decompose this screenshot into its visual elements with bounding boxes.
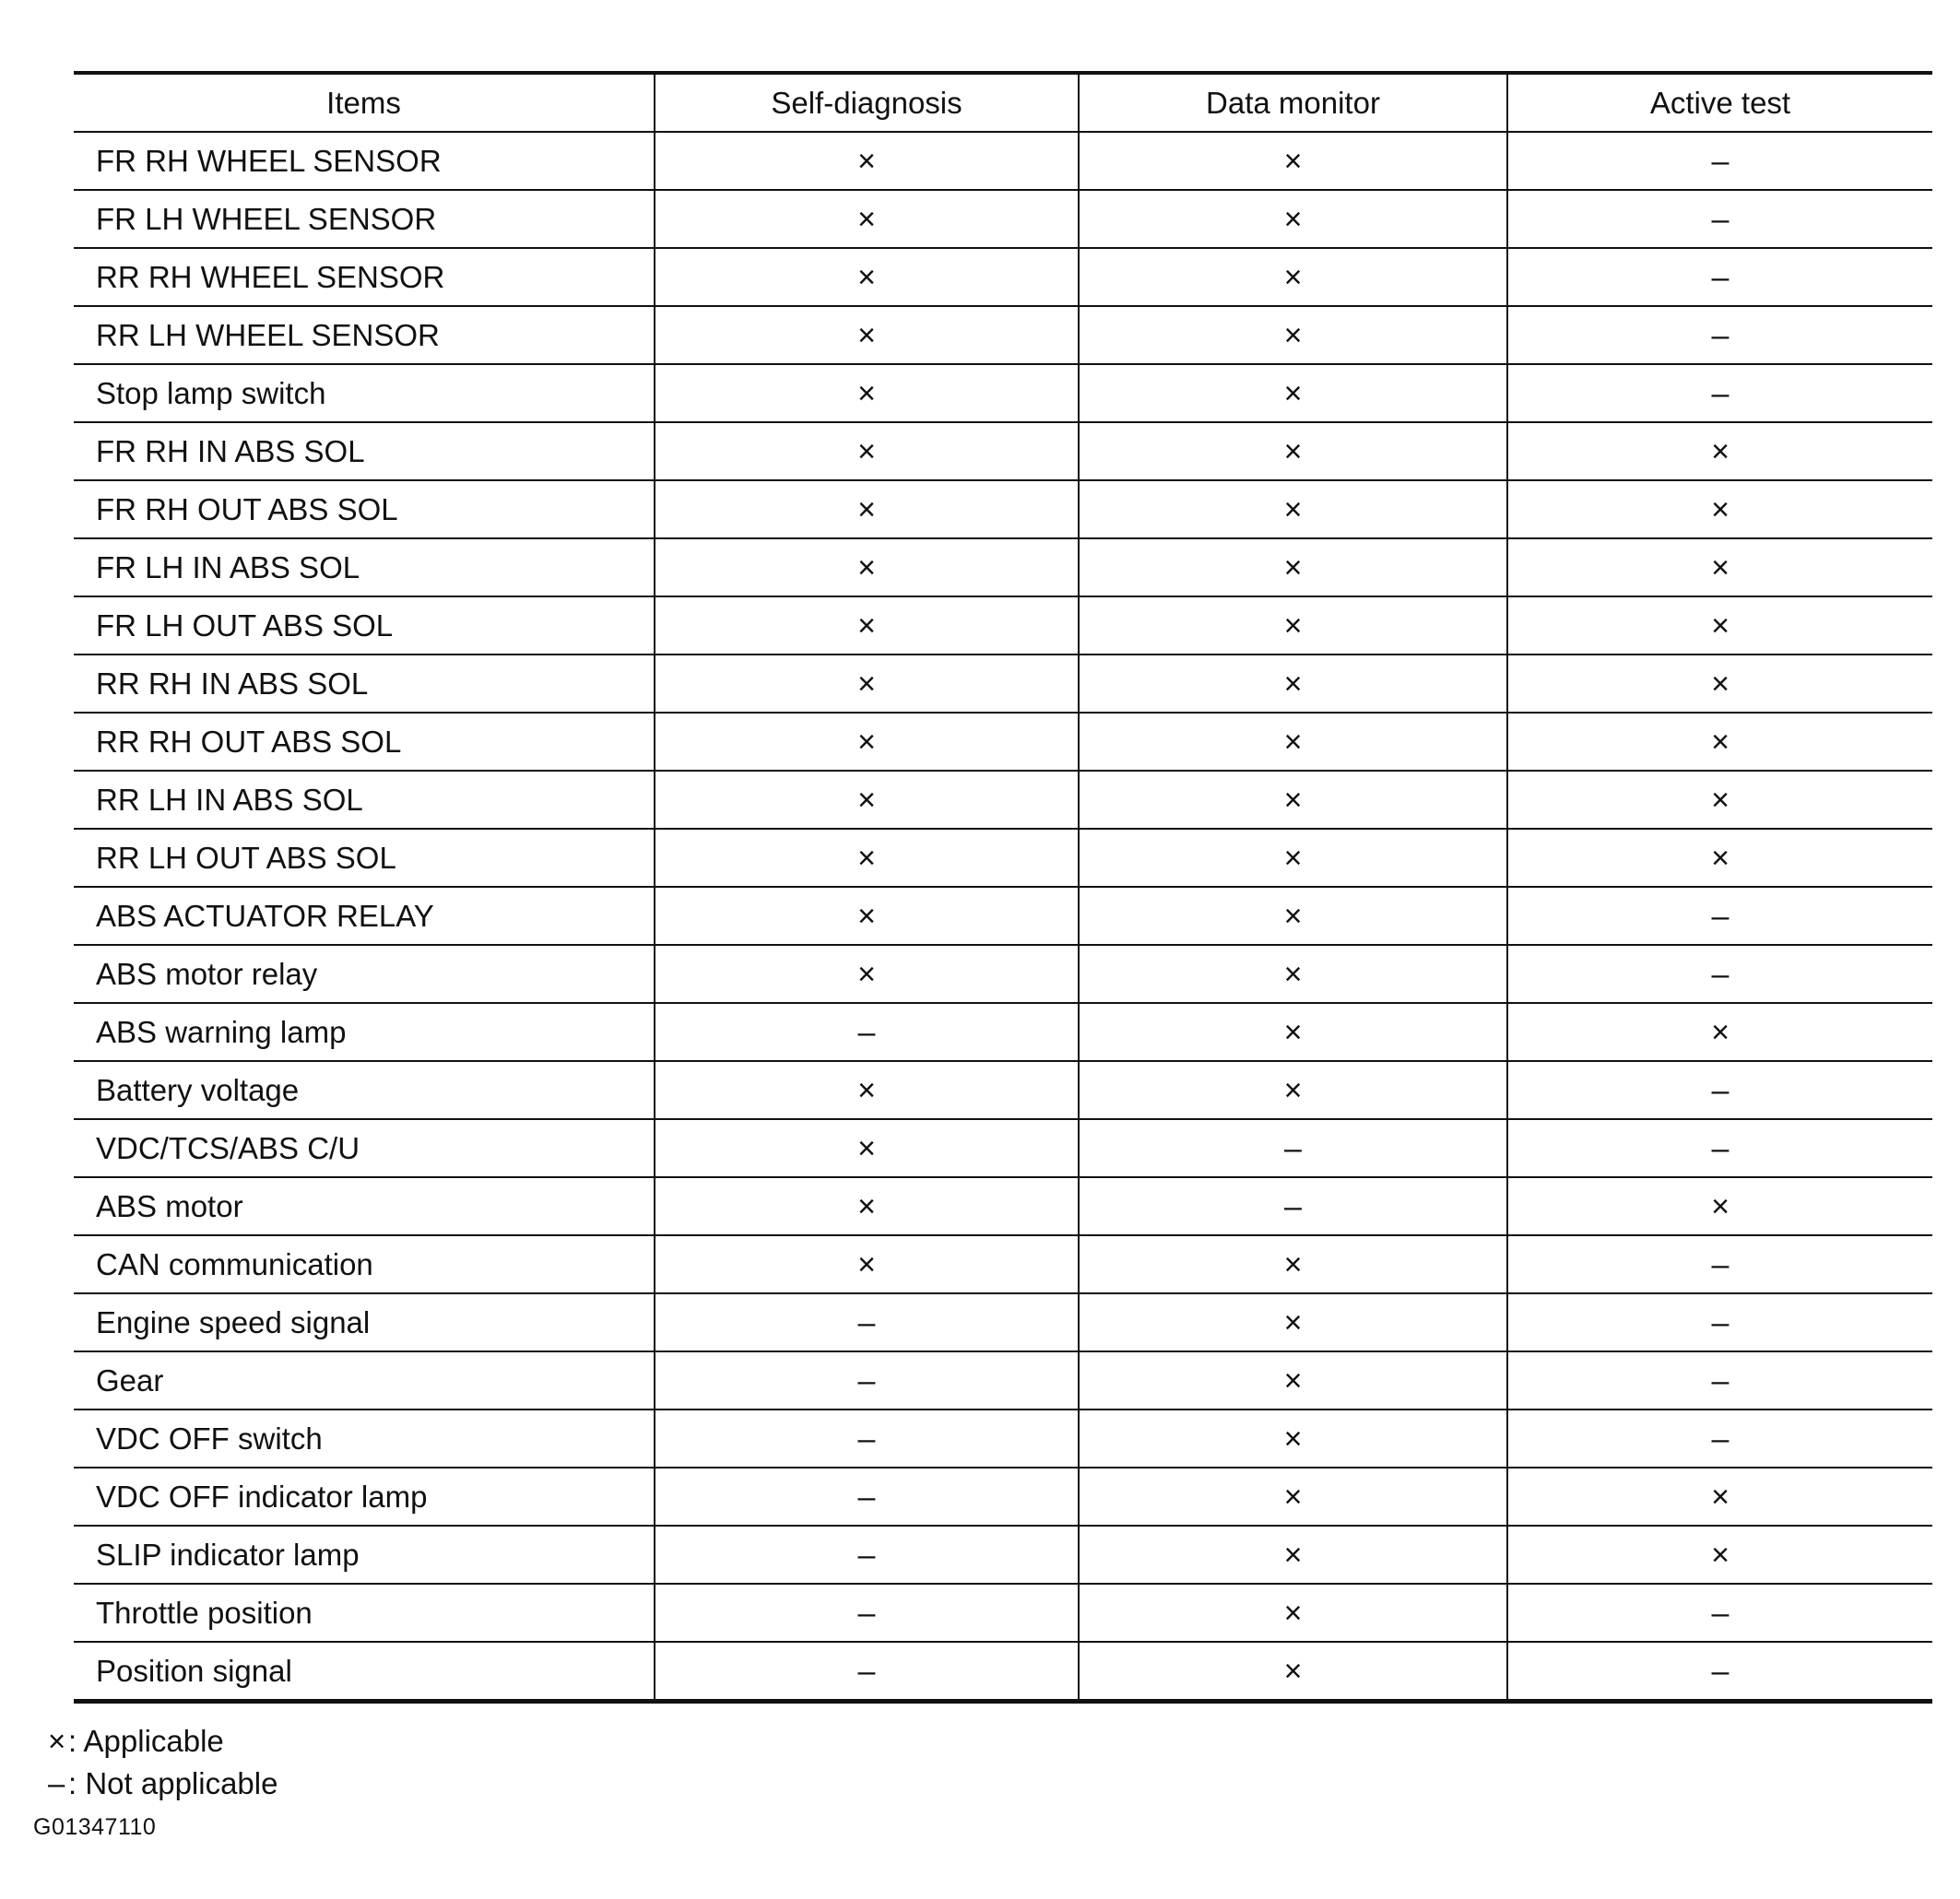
self-diagnosis-cell: ×: [655, 132, 1079, 190]
table-row: [74, 1526, 1932, 1584]
item-cell: RR RH WHEEL SENSOR: [74, 248, 655, 306]
table-row: [74, 1061, 1932, 1119]
table-row: [74, 364, 1932, 422]
item-cell: Stop lamp switch: [74, 364, 655, 422]
table-row: [74, 306, 1932, 364]
table-row: [74, 1003, 1932, 1061]
active-test-cell: –: [1507, 190, 1932, 248]
data-monitor-cell: ×: [1079, 1584, 1507, 1642]
self-diagnosis-cell: ×: [655, 422, 1079, 480]
figure-code: G01347110: [33, 1814, 157, 1840]
active-test-cell: –: [1507, 1235, 1932, 1293]
self-diagnosis-cell: ×: [655, 655, 1079, 713]
data-monitor-cell: ×: [1079, 480, 1507, 538]
item-cell: Gear: [74, 1351, 655, 1410]
active-test-cell: ×: [1507, 422, 1932, 480]
active-test-cell: –: [1507, 306, 1932, 364]
self-diagnosis-cell: –: [655, 1351, 1079, 1410]
self-diagnosis-cell: ×: [655, 887, 1079, 945]
data-monitor-cell: ×: [1079, 248, 1507, 306]
item-cell: RR RH OUT ABS SOL: [74, 713, 655, 771]
active-test-cell: ×: [1507, 829, 1932, 887]
active-test-cell: –: [1507, 1584, 1932, 1642]
table-row: [74, 1293, 1932, 1351]
active-test-cell: ×: [1507, 655, 1932, 713]
item-cell: FR RH IN ABS SOL: [74, 422, 655, 480]
data-monitor-cell: ×: [1079, 596, 1507, 655]
item-cell: VDC OFF switch: [74, 1410, 655, 1468]
table-row: [74, 1177, 1932, 1235]
self-diagnosis-cell: ×: [655, 248, 1079, 306]
data-monitor-cell: ×: [1079, 1526, 1507, 1584]
data-monitor-cell: ×: [1079, 887, 1507, 945]
table-row: [74, 1642, 1932, 1702]
self-diagnosis-cell: ×: [655, 190, 1079, 248]
legend-text-not-applicable: : Not applicable: [68, 1766, 278, 1800]
item-cell: RR LH OUT ABS SOL: [74, 829, 655, 887]
data-monitor-cell: ×: [1079, 713, 1507, 771]
data-monitor-cell: ×: [1079, 190, 1507, 248]
active-test-cell: –: [1507, 364, 1932, 422]
table-row: [74, 480, 1932, 538]
table-row: [74, 713, 1932, 771]
self-diagnosis-cell: ×: [655, 596, 1079, 655]
data-monitor-cell: ×: [1079, 945, 1507, 1003]
legend-not-applicable: [48, 1763, 277, 1805]
header-items: Items: [74, 73, 655, 132]
table-row: [74, 132, 1932, 190]
table-row: [74, 1235, 1932, 1293]
legend-symbol-applicable: ×: [48, 1724, 66, 1758]
data-monitor-cell: ×: [1079, 1003, 1507, 1061]
data-monitor-cell: ×: [1079, 1235, 1507, 1293]
active-test-cell: –: [1507, 887, 1932, 945]
data-monitor-cell: –: [1079, 1177, 1507, 1235]
self-diagnosis-cell: –: [655, 1468, 1079, 1526]
self-diagnosis-cell: ×: [655, 713, 1079, 771]
active-test-cell: ×: [1507, 1003, 1932, 1061]
item-cell: Position signal: [96, 1654, 292, 1688]
active-test-cell: –: [1507, 945, 1932, 1003]
table-row: [74, 190, 1932, 248]
item-cell: ABS ACTUATOR RELAY: [74, 887, 655, 945]
active-test-cell: –: [1507, 1293, 1932, 1351]
active-test-cell: –: [1507, 1410, 1932, 1468]
table-row: [74, 1119, 1932, 1177]
header-active-test: Active test: [1507, 73, 1932, 132]
active-test-cell: ×: [1507, 771, 1932, 829]
item-cell: CAN communication: [74, 1235, 655, 1293]
item-cell: FR LH WHEEL SENSOR: [74, 190, 655, 248]
item-cell: RR LH IN ABS SOL: [74, 771, 655, 829]
data-monitor-cell: –: [1079, 1119, 1507, 1177]
data-monitor-cell: ×: [1079, 655, 1507, 713]
self-diagnosis-cell: ×: [655, 306, 1079, 364]
data-monitor-cell: ×: [1079, 538, 1507, 596]
active-test-cell: ×: [1507, 1177, 1932, 1235]
data-monitor-cell: ×: [1079, 1468, 1507, 1526]
self-diagnosis-cell: –: [655, 1584, 1079, 1642]
data-monitor-cell: ×: [1079, 1410, 1507, 1468]
table-row: [74, 248, 1932, 306]
item-cell: ABS motor relay: [74, 945, 655, 1003]
self-diagnosis-cell: ×: [655, 945, 1079, 1003]
item-cell: RR RH IN ABS SOL: [74, 655, 655, 713]
active-test-cell: ×: [1507, 480, 1932, 538]
table-row: [74, 1468, 1932, 1526]
item-cell: FR RH OUT ABS SOL: [74, 480, 655, 538]
table-row: [74, 1351, 1932, 1410]
self-diagnosis-cell: –: [655, 1003, 1079, 1061]
legend-text-applicable: : Applicable: [68, 1724, 224, 1758]
table-body: [74, 132, 1932, 1702]
item-cell: SLIP indicator lamp: [74, 1526, 655, 1584]
table-row: [74, 596, 1932, 655]
item-cell: FR LH IN ABS SOL: [74, 538, 655, 596]
diagnosis-function-table: [74, 71, 1932, 1704]
active-test-cell: –: [1507, 1351, 1932, 1410]
self-diagnosis-cell: ×: [655, 1119, 1079, 1177]
self-diagnosis-cell: ×: [655, 480, 1079, 538]
self-diagnosis-cell: ×: [655, 829, 1079, 887]
active-test-cell: ×: [1507, 1468, 1932, 1526]
data-monitor-cell: ×: [1079, 829, 1507, 887]
item-cell: VDC/TCS/ABS C/U: [74, 1119, 655, 1177]
data-monitor-cell: ×: [1079, 306, 1507, 364]
table-row: [74, 655, 1932, 713]
table-header-row: [74, 73, 1932, 132]
data-monitor-cell: ×: [1079, 422, 1507, 480]
legend-applicable: [48, 1720, 277, 1763]
active-test-cell: –: [1507, 132, 1932, 190]
self-diagnosis-cell: ×: [655, 1177, 1079, 1235]
self-diagnosis-cell: ×: [655, 538, 1079, 596]
self-diagnosis-cell: ×: [655, 1235, 1079, 1293]
data-monitor-cell: ×: [1079, 771, 1507, 829]
header-data-monitor: Data monitor: [1079, 73, 1507, 132]
data-monitor-cell: ×: [1079, 132, 1507, 190]
item-cell: RR LH WHEEL SENSOR: [74, 306, 655, 364]
table-row: [74, 1584, 1932, 1642]
active-test-cell: ×: [1507, 713, 1932, 771]
active-test-cell: –: [1507, 248, 1932, 306]
self-diagnosis-cell: –: [655, 1293, 1079, 1351]
item-cell: FR RH WHEEL SENSOR: [74, 132, 655, 190]
item-cell: Battery voltage: [74, 1061, 655, 1119]
self-diagnosis-cell: ×: [655, 364, 1079, 422]
table-row: [74, 771, 1932, 829]
active-test-cell: ×: [1507, 596, 1932, 655]
item-cell: VDC OFF indicator lamp: [74, 1468, 655, 1526]
table-row: [74, 1410, 1932, 1468]
self-diagnosis-cell: –: [655, 1410, 1079, 1468]
table-row: [74, 887, 1932, 945]
active-test-cell: –: [1507, 1119, 1932, 1177]
data-monitor-cell: ×: [1079, 1293, 1507, 1351]
data-monitor-cell: ×: [1079, 364, 1507, 422]
item-cell: FR LH OUT ABS SOL: [74, 596, 655, 655]
active-test-cell: –: [1507, 1061, 1932, 1119]
data-monitor-cell: ×: [1079, 1061, 1507, 1119]
item-cell: ABS warning lamp: [74, 1003, 655, 1061]
active-test-cell: –: [1507, 1642, 1932, 1702]
item-cell: ABS motor: [74, 1177, 655, 1235]
table-row: [74, 422, 1932, 480]
diagnosis-table-container: [74, 71, 1932, 1704]
header-self-diagnosis: Self-diagnosis: [655, 73, 1079, 132]
data-monitor-cell: ×: [1079, 1351, 1507, 1410]
table-row: [74, 945, 1932, 1003]
active-test-cell: ×: [1507, 1526, 1932, 1584]
self-diagnosis-cell: –: [655, 1642, 1079, 1702]
legend-symbol-not-applicable: –: [48, 1766, 65, 1800]
table-row: [74, 538, 1932, 596]
legend: [48, 1720, 277, 1805]
self-diagnosis-cell: ×: [655, 1061, 1079, 1119]
table-row: [74, 829, 1932, 887]
data-monitor-cell: ×: [1079, 1642, 1507, 1702]
active-test-cell: ×: [1507, 538, 1932, 596]
self-diagnosis-cell: –: [655, 1526, 1079, 1584]
item-cell: Throttle position: [74, 1584, 655, 1642]
item-cell: Engine speed signal: [74, 1293, 655, 1351]
self-diagnosis-cell: ×: [655, 771, 1079, 829]
